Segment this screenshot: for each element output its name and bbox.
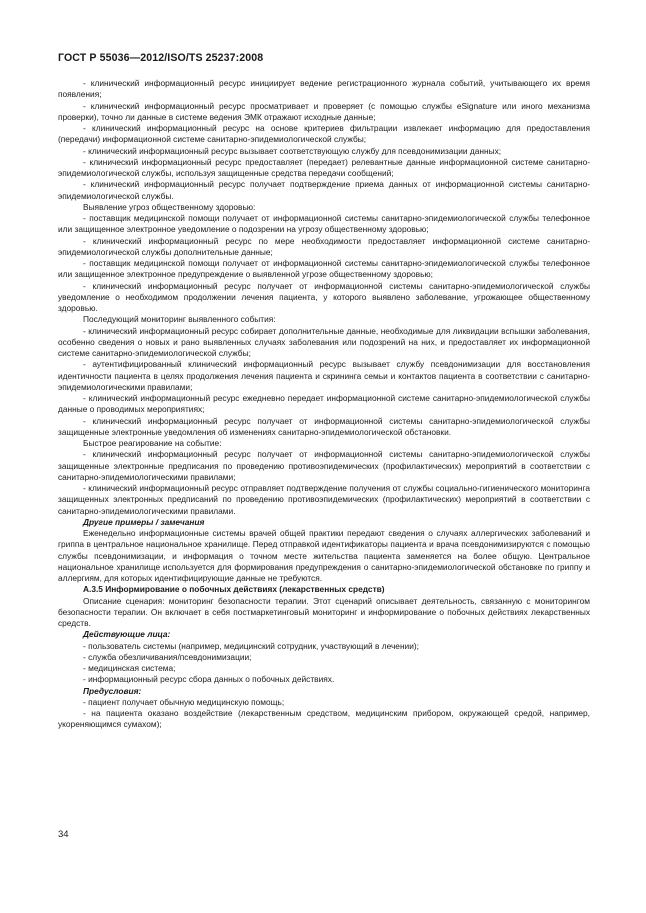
- paragraph: - клинический информационный ресурс по мере необходимости предоставляет информационной системе санитарно-эпидемиологической службы дополнительные данные;: [58, 235, 590, 257]
- section-lead: Выявление угроз общественному здоровью:: [83, 201, 256, 212]
- paragraph: - клинический информационный ресурс собирает дополнительные данные, необходимые для ликвидации вспышки заболевания, особенно сведения о новых и рано выявленных случаях заболевания или подозрений на них, и предоставляет их информационной системе санитарно-эпидемиологической службы;: [58, 325, 590, 358]
- list-item: - информационный ресурс сбора данных о побочных действиях.: [83, 674, 335, 685]
- subheading-preconditions: Предусловия:: [83, 685, 142, 696]
- paragraph: - клинический информационный ресурс получает от информационной системы санитарно-эпидемиологической службы защищенные электронные предписания по проведению противоэпидемических (профилактических) мероприятий в соответствии с санитарно-эпидемиологическими правилами;: [58, 449, 590, 482]
- paragraph: - поставщик медицинской помощи получает от информационной системы санитарно-эпидемиологической службы телефонное или защищенное электронное предупреждение о выявленной угрозе общественному здоровью;: [58, 258, 590, 280]
- paragraph: - клинический информационный ресурс просматривает и проверяет (с помощью службы eSignature или иного механизма проверки), точно ли данные в системе ведения ЭМК отражают исходные данные;: [58, 100, 590, 122]
- paragraph: - клинический информационный ресурс получает от информационной системы санитарно-эпидемиологической службы защищенные электронные уведомления об изменениях санитарно-эпидемиологической обстановки.: [58, 415, 590, 437]
- list-item: - на пациента оказано воздействие (лекарственным средством, медицинским прибором, окружающей средой, например, укореняющимся сумахом);: [58, 708, 590, 730]
- list-item: - медицинская система;: [83, 663, 176, 673]
- section-lead: Быстрое реагирование на событие:: [83, 438, 222, 448]
- paragraph: - клинический информационный ресурс ежедневно передает информационной системе санитарно-эпидемиологической службы данные о проводимых мероприятиях;: [58, 393, 590, 415]
- paragraph: - клинический информационный ресурс отправляет подтверждение получения от службы социально-гигиенического мониторинга защищенных электронных предписаний по проведению противоэпидемических (профилактических) мероприятий в соответствии с санитарно-эпидемиологическими правилами.: [58, 483, 590, 516]
- list-item: - служба обезличивания/псевдонимизации;: [83, 651, 252, 662]
- list-item: - пользователь системы (например, медицинский сотрудник, участвующий в лечении);: [83, 640, 419, 651]
- subheading-other-examples: Другие примеры / замечания: [83, 516, 205, 527]
- paragraph: - поставщик медицинской помощи получает от информационной системы санитарно-эпидемиологической службы телефонное или защищенное электронное уведомление о подозрении на угрозу общественному здоровью;: [58, 213, 590, 235]
- document-body: [58, 78, 590, 731]
- section-heading-a35: А.3.5 Информирование о побочных действиях (лекарственных средств): [83, 584, 385, 595]
- paragraph: Описание сценария: мониторинг безопасности терапии. Этот сценарий описывает деятельность, связанную с мониторингом безопасности терапии. Он включает в себя постмаркетинговый мониторинг и информирование о побочных действиях лекарственных средств.: [58, 595, 590, 628]
- paragraph: - клинический информационный ресурс получает подтверждение приема данных от информационной системы санитарно-эпидемиологической службы.: [58, 179, 590, 201]
- paragraph: - клинический информационный ресурс инициирует ведение регистрационного журнала событий, учитывающего их время появления;: [58, 78, 590, 100]
- page-number: 34: [58, 829, 69, 840]
- section-lead: Последующий мониторинг выявленного события:: [83, 314, 276, 325]
- paragraph: - клинический информационный ресурс вызывает соответствующую службу для псевдонимизации данных;: [83, 145, 502, 156]
- list-item: - пациент получает обычную медицинскую помощь;: [83, 696, 285, 707]
- paragraph: - клинический информационный ресурс предоставляет (передает) релевантные данные информационной системе санитарно-эпидемиологической службы, используя защищенные средства передачи сообщений;: [58, 156, 590, 178]
- subheading-actors: Действующие лица:: [83, 629, 171, 640]
- paragraph: - клинический информационный ресурс получает от информационной системы санитарно-эпидемиологической службы уведомление о необходимом продолжении лечения пациента, у которого выявлено заболевание, угрожающее общественному здоровью.: [58, 280, 590, 313]
- paragraph: - клинический информационный ресурс на основе критериев фильтрации извлекает информацию для предоставления (передачи) информационной системе санитарно-эпидемиологической службы;: [58, 123, 590, 145]
- paragraph: Еженедельно информационные системы врачей общей практики передают сведения о случаях аллергических заболеваний и гриппа в центральное национальное хранилище. Перед отправкой идентификаторы пациента и врача псевдонимизируются с помощью службы псевдонимизации, и информация о точном месте жительства пациента заменяется на более общую. Центральное национальное хранилище используется для формирования предупреждения о санитарно-эпидемиологической обстановке по гриппу и аллергиям, для которых идентифицирующие данные не требуются.: [58, 528, 590, 583]
- document-header: ГОСТ Р 55036—2012/ISO/TS 25237:2008: [58, 52, 264, 64]
- paragraph: - аутентифицированный клинический информационный ресурс вызывает службу псевдонимизации для восстановления идентичности пациента в целях продолжения лечения пациента и скрининга семьи и контактов пациента в соответствии с санитарно-эпидемиологическими правилами;: [58, 359, 590, 392]
